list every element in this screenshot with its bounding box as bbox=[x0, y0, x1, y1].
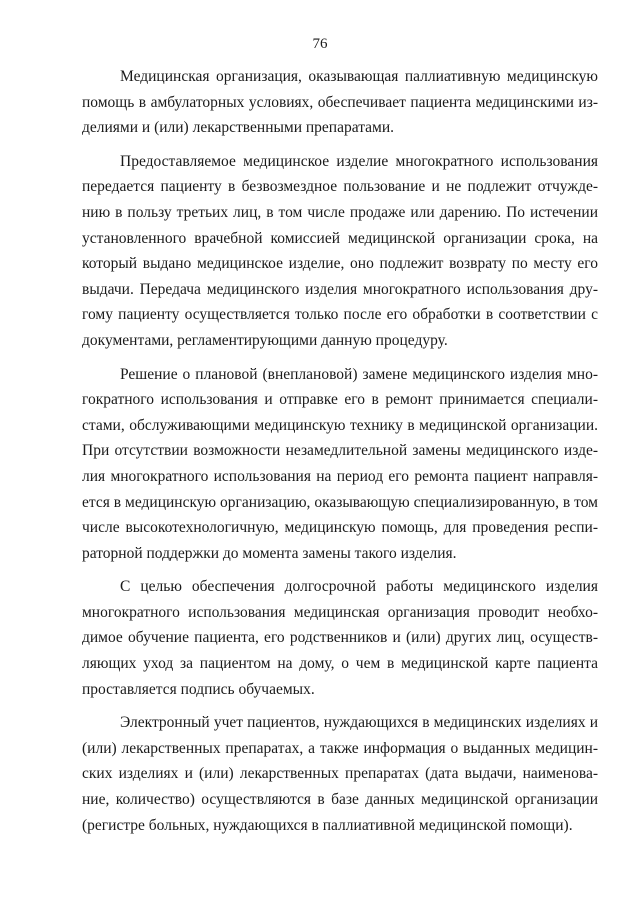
text-line: димое обучение пациента, его родственников и (или) других лиц, осуществ- bbox=[82, 629, 598, 647]
text-line: ние, количество) осуществляются в базе данных медицинской организации bbox=[82, 791, 598, 809]
text-line: ется в медицинскую организацию, оказывающую специализированную, в том bbox=[82, 493, 598, 511]
text-line: помощь в амбулаторных условиях, обеспечивает пациента медицинскими из- bbox=[82, 93, 598, 111]
text-line: Предоставляемое медицинское изделие многократного использования bbox=[120, 152, 598, 170]
text-line: установленного врачебной комиссией медицинской организации срока, на bbox=[82, 229, 598, 247]
text-line: гому пациенту осуществляется только после его обработки в соответствии с bbox=[82, 306, 598, 324]
paragraph-4 bbox=[82, 574, 598, 702]
text-line: выдачи. Передача медицинского изделия многократного использования дру- bbox=[82, 280, 598, 298]
page-number: 76 bbox=[312, 36, 328, 52]
text-line: числе высокотехнологичную, медицинскую помощь, для проведения респи- bbox=[82, 519, 598, 537]
text-line: лия многократного использования на период его ремонта пациент направля- bbox=[82, 467, 598, 485]
paragraph-5 bbox=[82, 710, 598, 838]
text-line: При отсутствии возможности незамедлительной замены медицинского изде- bbox=[82, 442, 598, 460]
text-line: раторной поддержки до момента замены такого изделия. bbox=[82, 544, 457, 562]
text-line: (или) лекарственных препаратах, а также информация о выданных медицин- bbox=[82, 739, 598, 757]
text-line: ляющих уход за пациентом на дому, о чем в медицинской карте пациента bbox=[82, 655, 598, 673]
text-line: делиями и (или) лекарственными препаратами. bbox=[82, 119, 395, 137]
text-line: стами, обслуживающими медицинскую технику в медицинской организации. bbox=[82, 416, 598, 434]
text-line: Решение о плановой (внеплановой) замене медицинского изделия мно- bbox=[120, 365, 598, 383]
text-line: Электронный учет пациентов, нуждающихся в медицинских изделиях и bbox=[120, 714, 598, 732]
text-line: передается пациенту в безвозмездное пользование и не подлежит отчужде- bbox=[82, 178, 598, 196]
text-line: (регистре больных, нуждающихся в паллиативной медицинской помощи). bbox=[82, 816, 573, 834]
text-line: С целью обеспечения долгосрочной работы медицинского изделия bbox=[120, 578, 598, 596]
document-body bbox=[82, 64, 598, 846]
paragraph-1 bbox=[82, 64, 598, 141]
paragraph-3 bbox=[82, 362, 598, 567]
text-line: гократного использования и отправке его в ремонт принимается специали- bbox=[82, 391, 598, 409]
text-line: многократного использования медицинская организация проводит необхо- bbox=[82, 603, 598, 621]
paragraph-2 bbox=[82, 149, 598, 354]
text-line: который выдано медицинское изделие, оно подлежит возврату по месту его bbox=[82, 255, 598, 273]
text-line: ских изделиях и (или) лекарственных препаратах (дата выдачи, наименова- bbox=[82, 765, 598, 783]
text-line: проставляется подпись обучаемых. bbox=[82, 680, 315, 698]
text-line: нию в пользу третьих лиц, в том числе продаже или дарению. По истечении bbox=[82, 203, 598, 221]
text-line: Медицинская организация, оказывающая паллиативную медицинскую bbox=[120, 68, 598, 85]
text-line: документами, регламентирующими данную процедуру. bbox=[82, 331, 448, 349]
